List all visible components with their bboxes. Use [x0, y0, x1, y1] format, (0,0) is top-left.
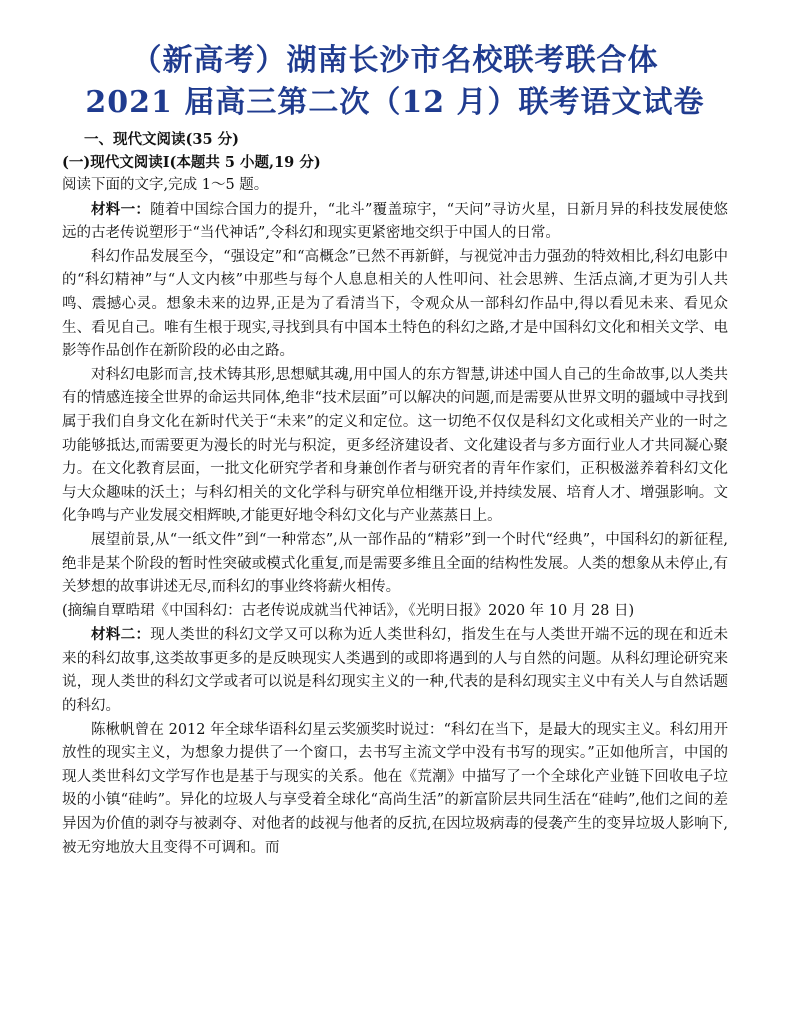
material2-label: 材料二： — [91, 626, 151, 644]
material1-paragraph4: 展望前景,从“一纸文件”到“一种常态”,从一部作品的“精彩”到一个时代“经典”，中国科幻的新征程,绝非是某个阶段的暂时性突破或模式化重复,而是需要多维且全面的结构性发展。人类的想象从未停止,有关梦想的故事讲述无尽,而科幻的事业终将薪火相传。 — [62, 531, 728, 596]
section-heading: 一、现代文阅读(35 分) — [84, 131, 239, 148]
material1-source: (摘编自覃晧珺《中国科幻：古老传说成就当代神话》，《光明日报》2020 年 10 月 28 日) — [62, 602, 635, 619]
section-subheading: (一)现代文阅读Ⅰ(本题共 5 小题,19 分) — [62, 154, 321, 171]
title-line-1: （新高考）湖南长沙市名校联考联合体 — [131, 43, 659, 78]
material2-paragraph1 — [62, 623, 728, 718]
material2-paragraph2: 陈楸帆曾在 2012 年全球华语科幻星云奖颁奖时说过：“科幻在当下，是最大的现实主义。科幻用开放性的现实主义，为想象力提供了一个窗口，去书写主流文学中没有书写的现实。”正如他所言，中国的现人类世科幻文学写作也是基于与现实的关系。他在《荒潮》中描写了一个全球化产业链下回收电子垃圾的小镇“硅屿”。异化的垃圾人与享受着全球化“高尚生活”的新富阶层共同生活在“硅屿”,他们之间的差异因为价值的剥夺与被剥夺、对他者的歧视与他者的反抗,在因垃圾病毒的侵袭产生的变异垃圾人影响下,被无穷地放大且变得不可调和。而 — [62, 721, 728, 856]
title-line-2: 2021 届高三第二次（12 月）联考语文试卷 — [85, 85, 705, 120]
material2-p1-text: 现人类世的科幻文学又可以称为近人类世科幻，指发生在与人类世开端不远的现在和近未来的科幻故事,这类故事更多的是反映现实人类遇到的或即将遇到的人与自然的问题。从科幻理论研究来说，现人类世的科幻文学或者可以说是科幻现实主义的一种,代表的是科幻现实主义中有关人与自然话题的科幻。 — [62, 627, 729, 715]
material1-paragraph1 — [62, 198, 728, 246]
material1-paragraph2: 科幻作品发展至今，“强设定”和“高概念”已然不再新鲜，与视觉冲击力强劲的特效相比,科幻电影中的“科幻精神”与“人文内核”中那些与每个人息息相关的人性叩问、社会思辨、生活点滴,才更为引人共鸣、震撼心灵。想象未来的边界,正是为了看清当下，令观众从一部科幻作品中,得以看见未来、看见众生、看见自己。唯有生根于现实,寻找到具有中国本土特色的科幻之路,才是中国科幻文化和相关文学、电影等作品创作在新阶段的必由之路。 — [62, 248, 728, 360]
material1-paragraph3: 对科幻电影而言,技术铸其形,思想赋其魂,用中国人的东方智慧,讲述中国人自己的生命故事,以人类共有的情感连接全世界的命运共同体,绝非“技术层面”可以解决的问题,而是需要从世界文明的疆域中寻找到属于我们自身文化在新时代关于“未来”的定义和定位。这一切绝不仅仅是科幻文化或相关产业的一时之功能够抵达,而需要更为漫长的时光与积淀，更多经济建设者、文化建设者与多方面行业人才共同凝心聚力。在文化教育层面，一批文化研究学者和身兼创作者与研究者的青年作家们，正积极滋养着科幻文化与大众趣味的沃土；与科幻相关的文化学科与研究单位相继开设,并持续发展、培育人才、增强影响。文化争鸣与产业发展交相辉映,才能更好地令科幻文化与产业蒸蒸日上。 — [62, 366, 728, 525]
material1-p1-text: 随着中国综合国力的提升，“北斗”覆盖琼宇，“天问”寻访火星，日新月异的科技发展使悠远的古老传说塑形于“当代神话”,令科幻和现实更紧密地交织于中国人的日常。 — [62, 201, 728, 242]
reading-instruction: 阅读下面的文字,完成 1～5 题。 — [62, 177, 269, 193]
material1-label: 材料一： — [91, 200, 151, 218]
